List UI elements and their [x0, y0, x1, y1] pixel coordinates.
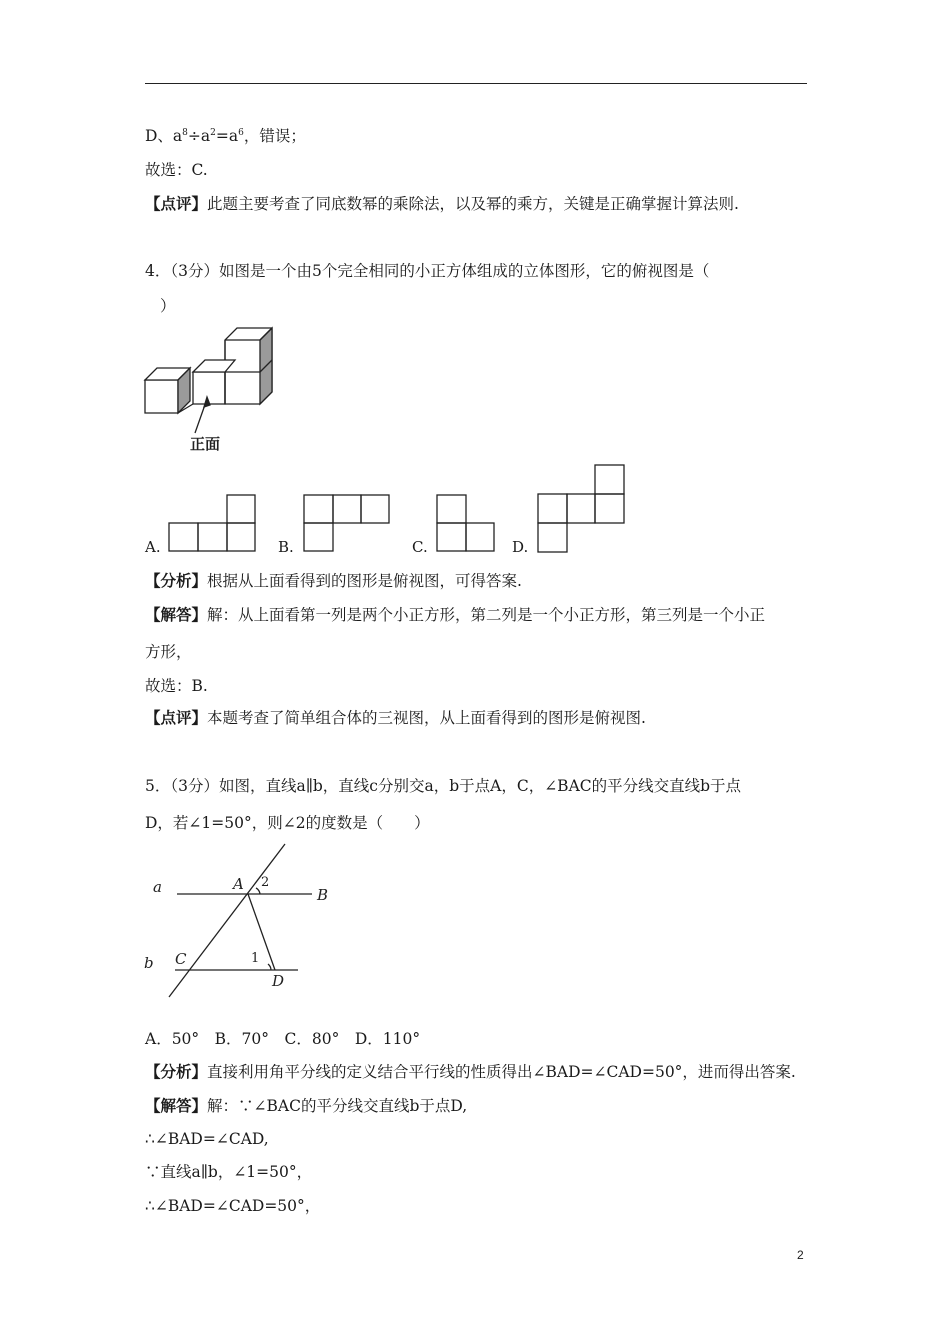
q4-option-a-label: A. — [145, 538, 161, 556]
q4-option-c-figure — [434, 492, 498, 554]
q5-step1: ∴∠BAD=∠CAD, — [145, 1130, 269, 1148]
q5-choices: A．50° B．70° C．80° D．110° — [145, 1030, 421, 1048]
q4-stem-line1: 4．（3分）如图是一个由5个完全相同的小正方体组成的立体图形，它的俯视图是（ — [145, 262, 710, 280]
q4-option-c-label: C. — [412, 538, 428, 556]
q4-option-b-label: B. — [278, 538, 294, 556]
parallel-lines-figure — [140, 840, 340, 1000]
page-number: 2 — [797, 1248, 804, 1262]
q5-stem-line2: D，若∠1=50°，则∠2的度数是（ ） — [145, 814, 430, 832]
q4-answer: 故选：B. — [145, 677, 208, 695]
label-C: C — [175, 950, 187, 968]
label-B: B — [317, 886, 329, 904]
q5-analysis: 【分析】直接利用角平分线的定义结合平行线的性质得出∠BAD=∠CAD=50°，进而得出答案. — [145, 1062, 796, 1081]
q4-option-a-figure — [166, 492, 258, 554]
q3-option-d-line: D、$a^8\div a^2=a^6$，错误； — [145, 127, 306, 145]
header-rule — [145, 83, 807, 84]
label-angle-1: 1 — [251, 951, 260, 966]
label-angle-2: 2 — [261, 875, 270, 890]
q3-comment: 【点评】此题主要考查了同底数幂的乘除法，以及幂的乘方，关键是正确掌握计算法则. — [145, 194, 739, 213]
q4-option-b-figure — [300, 492, 392, 554]
label-A: A — [233, 875, 244, 893]
q4-option-d-figure — [534, 462, 628, 554]
q4-option-d-label: D. — [512, 538, 529, 556]
q4-stem-line2: ） — [160, 297, 176, 315]
q4-comment: 【点评】本题考查了简单组合体的三视图，从上面看得到的图形是俯视图. — [145, 708, 646, 727]
label-a: a — [153, 878, 162, 896]
q4-solution-line1: 【解答】解：从上面看第一列是两个小正方形，第二列是一个小正方形，第三列是一个小正 — [145, 605, 766, 624]
cube-solid-figure — [140, 325, 290, 455]
q5-step3: ∴∠BAD=∠CAD=50°， — [145, 1197, 321, 1215]
label-D: D — [272, 972, 285, 990]
front-label: 正面 — [190, 435, 221, 453]
q3-answer: 故选：C. — [145, 161, 208, 179]
q5-solution-line1: 【解答】解：∵∠BAC的平分线交直线b于点D, — [145, 1096, 468, 1115]
q5-step2: ∵直线a∥b，∠1=50°， — [145, 1163, 313, 1181]
q5-stem-line1: 5．（3分）如图，直线a∥b，直线c分别交a，b于点A，C，∠BAC的平分线交直线b于点 — [145, 777, 742, 795]
q4-analysis: 【分析】根据从上面看得到的图形是俯视图，可得答案. — [145, 571, 522, 590]
label-b: b — [144, 954, 154, 972]
q4-solution-line2: 方形， — [145, 643, 192, 661]
